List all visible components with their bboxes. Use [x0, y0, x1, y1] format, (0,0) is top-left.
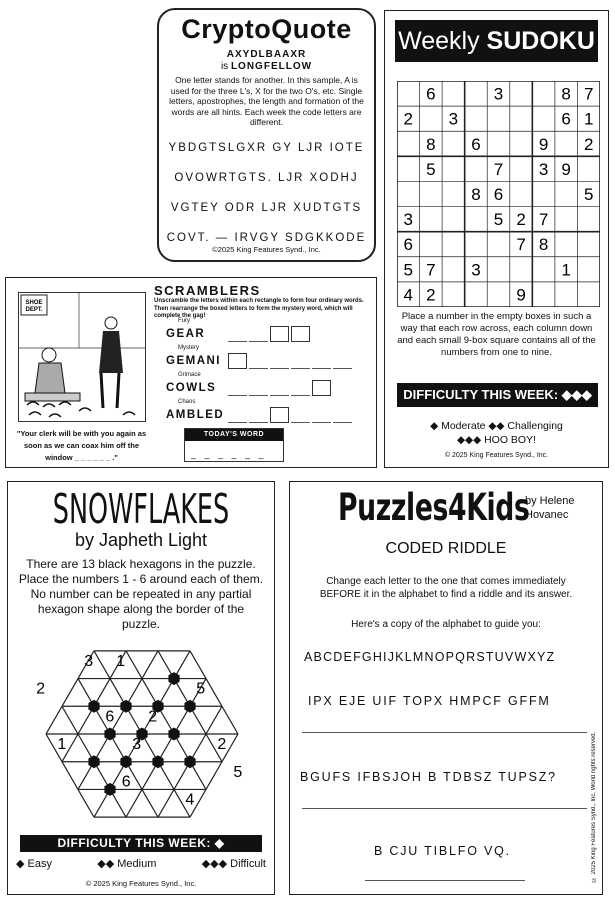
answer-rule[interactable] — [365, 880, 525, 881]
todays-word-box[interactable] — [184, 428, 284, 462]
puzzles4kids-panel — [289, 481, 603, 895]
scramble-word — [154, 345, 374, 369]
snowflake-given: 1 — [116, 653, 126, 671]
cipher-line: YBDGTSLGXR GY LJR IOTE — [168, 141, 365, 154]
scrambled-letters: AMBLED — [166, 409, 225, 421]
snowflakes-difficulty-bar: DIFFICULTY THIS WEEK: ◆ — [20, 835, 262, 852]
sudoku-panel — [384, 10, 609, 468]
legend-line: ◆◆◆ HOO BOY! — [456, 434, 537, 446]
snowflake-given: 1 — [57, 736, 67, 754]
sample-plain-row — [159, 61, 374, 72]
answer-line: B CJU TIBLFO VQ. — [374, 844, 511, 858]
sudoku-given: 2 — [583, 134, 594, 154]
sudoku-given: 8 — [561, 84, 571, 104]
caption-line: "Your clerk will be with you again as — [16, 429, 147, 438]
sudoku-given: 5 — [493, 210, 504, 230]
caption-line: window _ _ _ _ _ _ ." — [45, 453, 118, 462]
cipher-line: VGTEY ODR LJR XUDTGTS — [170, 201, 363, 214]
snowflake-given: 5 — [196, 680, 206, 698]
sudoku-given: 2 — [516, 210, 526, 230]
scramble-word — [154, 318, 374, 342]
shoe-dept-sign: SHOE — [25, 300, 43, 306]
sudoku-difficulty-bar: DIFFICULTY THIS WEEK: ◆◆◆ — [397, 383, 598, 407]
todays-word-slots: _ _ _ _ _ _ — [191, 449, 267, 459]
caption-line: soon as we can coax him off the — [23, 441, 140, 450]
cartoon-caption — [14, 428, 149, 464]
sudoku-given: 9 — [561, 159, 571, 179]
sudoku-given: 2 — [403, 109, 414, 129]
sudoku-given: 3 — [493, 84, 504, 104]
cryptoquote-lines — [159, 142, 374, 244]
sudoku-given: 3 — [471, 260, 481, 280]
sudoku-given: 4 — [403, 285, 414, 305]
sudoku-given: 6 — [561, 109, 571, 129]
alphabet-guide-label: Here's a copy of the alphabet to guide you: — [351, 619, 541, 630]
sudoku-given: 6 — [493, 185, 504, 204]
snowflake-given: 2 — [36, 680, 46, 698]
riddle-line: IPX EJE UIF TOPX HMPCF GFFM — [308, 694, 551, 708]
sudoku-given: 8 — [471, 185, 481, 204]
snowflake-given: 5 — [233, 763, 243, 781]
riddle-line: BGUFS IFBSJOH B TDBSZ TUPSZ? — [300, 770, 557, 784]
answer-slots[interactable] — [228, 405, 354, 423]
rights-reserved: © 2025 King Features Synd., Inc. World rights reserved. — [591, 731, 597, 882]
scramblers-instructions: Unscramble the letters within each rectangle to form four ordinary words. Then rearrange the boxed letters to form the mystery word, which will complete the gag! — [154, 298, 364, 319]
sudoku-given: 8 — [426, 134, 436, 154]
black-hexagon — [120, 755, 131, 768]
black-hexagon — [104, 783, 115, 796]
black-hexagon — [168, 672, 179, 685]
sudoku-given: 7 — [426, 260, 436, 280]
word-clue: Chaos — [178, 399, 196, 405]
legend-line: ◆ Moderate ◆◆ Challenging — [430, 420, 563, 432]
snowflake-given: 3 — [132, 736, 142, 754]
legend-difficult: ◆◆◆ Difficult — [201, 858, 266, 870]
snowflake-given: 6 — [105, 708, 115, 726]
snowflakes-author: by Japheth Light — [74, 530, 208, 550]
scramble-word — [154, 399, 374, 423]
sudoku-description: Place a number in the empty boxes in such a way that each row across, each column down and each small 9-box square contains all of the numbers from one to nine. — [397, 311, 596, 358]
cryptoquote-copyright: ©2025 King Features Synd., Inc. — [212, 245, 321, 254]
sudoku-given: 7 — [493, 159, 504, 179]
sudoku-given: 6 — [471, 134, 481, 154]
byline-line: Hovanec — [525, 509, 569, 521]
cipher-line: COVT. — IRVGY SDGKKODE — [166, 231, 367, 244]
puzzles4kids-title: Puzzles4Kids — [338, 486, 530, 529]
heading-bold: SUDOKU — [486, 27, 595, 55]
legend-medium: ◆◆ Medium — [97, 858, 157, 870]
snowflake-given: 2 — [148, 708, 158, 726]
sudoku-given: 9 — [538, 134, 549, 154]
answer-slots[interactable] — [228, 324, 312, 342]
sudoku-given: 9 — [516, 285, 526, 305]
black-hexagon — [152, 755, 163, 768]
snowflake-given: 4 — [185, 791, 195, 809]
scrambled-letters: GEMANI — [166, 355, 221, 367]
black-hexagon — [184, 755, 195, 768]
answer-slots[interactable] — [228, 378, 333, 396]
sudoku-copyright: © 2025 King Features Synd., Inc. — [444, 452, 549, 459]
cryptoquote-instructions: One letter stands for another. In this sample, A is used for the three L's, X for the two O's, etc. Single letters, apostrophes, the length and formation of the words are all hints. Each week the code letters are different. — [169, 75, 364, 127]
sudoku-given: 6 — [426, 84, 436, 104]
snowflake-given: 6 — [121, 773, 131, 791]
sudoku-given: 7 — [516, 235, 526, 255]
sudoku-grid[interactable] — [397, 81, 600, 307]
sudoku-given: 8 — [538, 235, 549, 255]
word-clue: Mystery — [178, 345, 199, 351]
black-hexagon — [168, 728, 179, 741]
byline-line: by Helene — [525, 495, 575, 507]
todays-word-label: TODAY'S WORD — [185, 429, 283, 441]
puzzles4kids-instructions: Change each letter to the one that comes immediately BEFORE it in the alphabet to find a riddle and its answer. — [319, 576, 573, 600]
sudoku-given: 7 — [583, 84, 594, 104]
sudoku-given: 3 — [448, 109, 459, 129]
black-hexagon — [184, 700, 195, 713]
scramble-word — [154, 372, 374, 396]
alphabet-guide: ABCDEFGHIJKLMNOPQRSTUVWXYZ — [304, 650, 556, 664]
sample-plain: LONGFELLOW — [230, 61, 313, 72]
sudoku-given: 5 — [583, 185, 594, 204]
black-hexagon — [88, 755, 99, 768]
snowflakes-description: There are 13 black hexagons in the puzzle. Place the numbers 1 - 6 around each of them. No number can be repeated in any partial hexagon shape along the border of the puzzle. — [18, 557, 264, 631]
snowflakes-title: SNOWFLAKES — [52, 486, 230, 534]
legend-easy: ◆ Easy — [16, 858, 52, 870]
heading-light: Weekly — [398, 27, 487, 55]
answer-rule[interactable] — [302, 732, 587, 733]
cipher-line: OVOWRTGTS. LJR XODHJ — [174, 171, 359, 184]
sudoku-given: 6 — [403, 235, 414, 255]
cartoon-image — [18, 292, 146, 422]
cryptoquote-panel — [157, 8, 376, 262]
sudoku-given: 5 — [426, 159, 436, 179]
cartoon-drawing — [19, 293, 145, 421]
sudoku-given: 5 — [403, 260, 414, 280]
black-hexagon — [88, 700, 99, 713]
snowflakes-copyright: © 2025 King Features Synd., Inc. — [85, 879, 197, 888]
sudoku-given: 1 — [561, 260, 571, 280]
sudoku-given: 7 — [538, 210, 549, 230]
black-hexagon — [120, 700, 131, 713]
word-clue: Grimace — [178, 372, 201, 378]
puzzles4kids-subtitle: CODED RIDDLE — [385, 540, 507, 557]
sudoku-given: 3 — [538, 159, 549, 179]
scramblers-panel — [5, 277, 377, 468]
black-hexagon — [104, 728, 115, 741]
snowflakes-panel — [7, 481, 275, 895]
scrambled-letters: COWLS — [166, 382, 217, 394]
snowflake-given: 2 — [217, 736, 227, 754]
sample-is: is — [220, 61, 229, 72]
scramblers-title: SCRAMBLERS — [154, 283, 261, 298]
word-clue: Fury — [178, 318, 190, 324]
sudoku-given: 1 — [583, 109, 594, 129]
snowflakes-board[interactable] — [22, 639, 262, 829]
sudoku-given: 2 — [426, 285, 436, 305]
snowflake-given: 3 — [84, 653, 94, 671]
answer-slots[interactable] — [228, 351, 354, 369]
scrambled-letters: GEAR — [166, 328, 206, 340]
sudoku-heading — [395, 20, 598, 62]
snowflakes-legend — [16, 857, 266, 870]
cryptoquote-title: CryptoQuote — [181, 14, 352, 44]
answer-rule[interactable] — [302, 808, 587, 809]
puzzles4kids-byline — [525, 494, 575, 522]
svg-text:DEPT.: DEPT. — [25, 307, 43, 313]
sudoku-legend — [385, 419, 608, 447]
sample-code: AXYDLBAAXR — [226, 49, 307, 60]
sudoku-given: 3 — [403, 210, 414, 230]
